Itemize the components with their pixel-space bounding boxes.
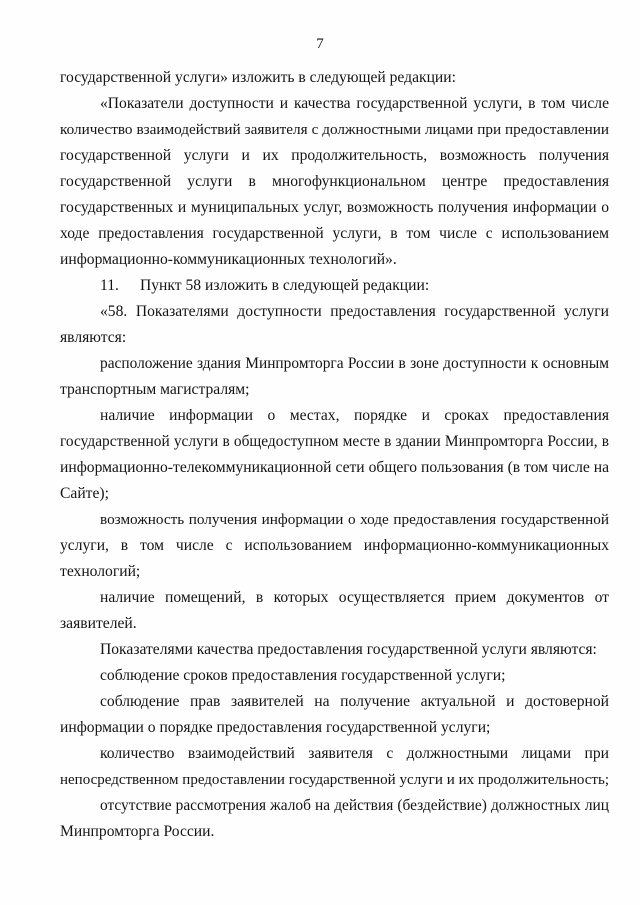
text-line: являются: — [60, 329, 127, 346]
text-line: расположение здания Минпромторга России в зоне доступности к основным — [100, 355, 609, 372]
text-line: транспортным магистралям; — [60, 381, 250, 398]
text-line: информационно-телекоммуникационной сети общего пользования (в том числе на — [60, 459, 609, 476]
text-line: «Показатели доступности и качества государственной услуги, в том числе — [100, 95, 609, 112]
text-line: ходе предоставления государственной услуги, в том числе с использованием — [60, 225, 609, 242]
text-line: Пункт 58 изложить в следующей редакции: — [140, 277, 430, 294]
text-line: отсутствие рассмотрения жалоб на действия (бездействие) должностных лиц — [100, 797, 609, 814]
text-line: государственной услуги в многофункциональном центре предоставления — [60, 173, 609, 190]
text-line: наличие информации о местах, порядке и сроках предоставления — [100, 407, 609, 424]
text-line: Сайте); — [60, 485, 109, 502]
text-line: соблюдение прав заявителей на получение актуальной и достоверной — [100, 693, 609, 710]
text-line: количество взаимодействий заявителя с должностными лицами при — [100, 745, 609, 762]
text-line: государственной услуги» изложить в следующей редакции: — [60, 69, 456, 86]
text-line: непосредственном предоставлении государственной услуги и их продолжительность; — [60, 772, 609, 788]
text-line: наличие помещений, в которых осуществляется прием документов от — [100, 589, 609, 606]
text-line: государственной услуги в общедоступном месте в здании Минпромторга России, в — [60, 433, 609, 450]
text-line: информационно-коммуникационных технологий». — [60, 251, 397, 268]
text-line: соблюдение сроков предоставления государственной услуги; — [100, 667, 506, 684]
text-line: «58. Показателями доступности предоставления государственной услуги — [100, 303, 609, 320]
text-line: заявителей. — [60, 615, 137, 632]
text-line: количество взаимодействий заявителя с должностными лицами при предоставлении — [60, 121, 609, 138]
text-line: возможность получения информации о ходе предоставления государственной — [100, 511, 609, 528]
page-number: 7 — [316, 36, 324, 52]
text-line: государственной услуги и их продолжительность, возможность получения — [60, 147, 609, 164]
text-line: услуги, в том числе с использованием информационно-коммуникационных — [60, 537, 609, 554]
item-number: 11. — [100, 277, 119, 294]
text-line: технологий; — [60, 563, 141, 580]
text-line: информации о порядке предоставления государственной услуги; — [60, 719, 491, 736]
text-line: государственных и муниципальных услуг, возможность получения информации о — [60, 199, 609, 216]
text-line: Показателями качества предоставления государственной услуги являются: — [100, 641, 597, 658]
text-line: Минпромторга России. — [60, 823, 215, 840]
